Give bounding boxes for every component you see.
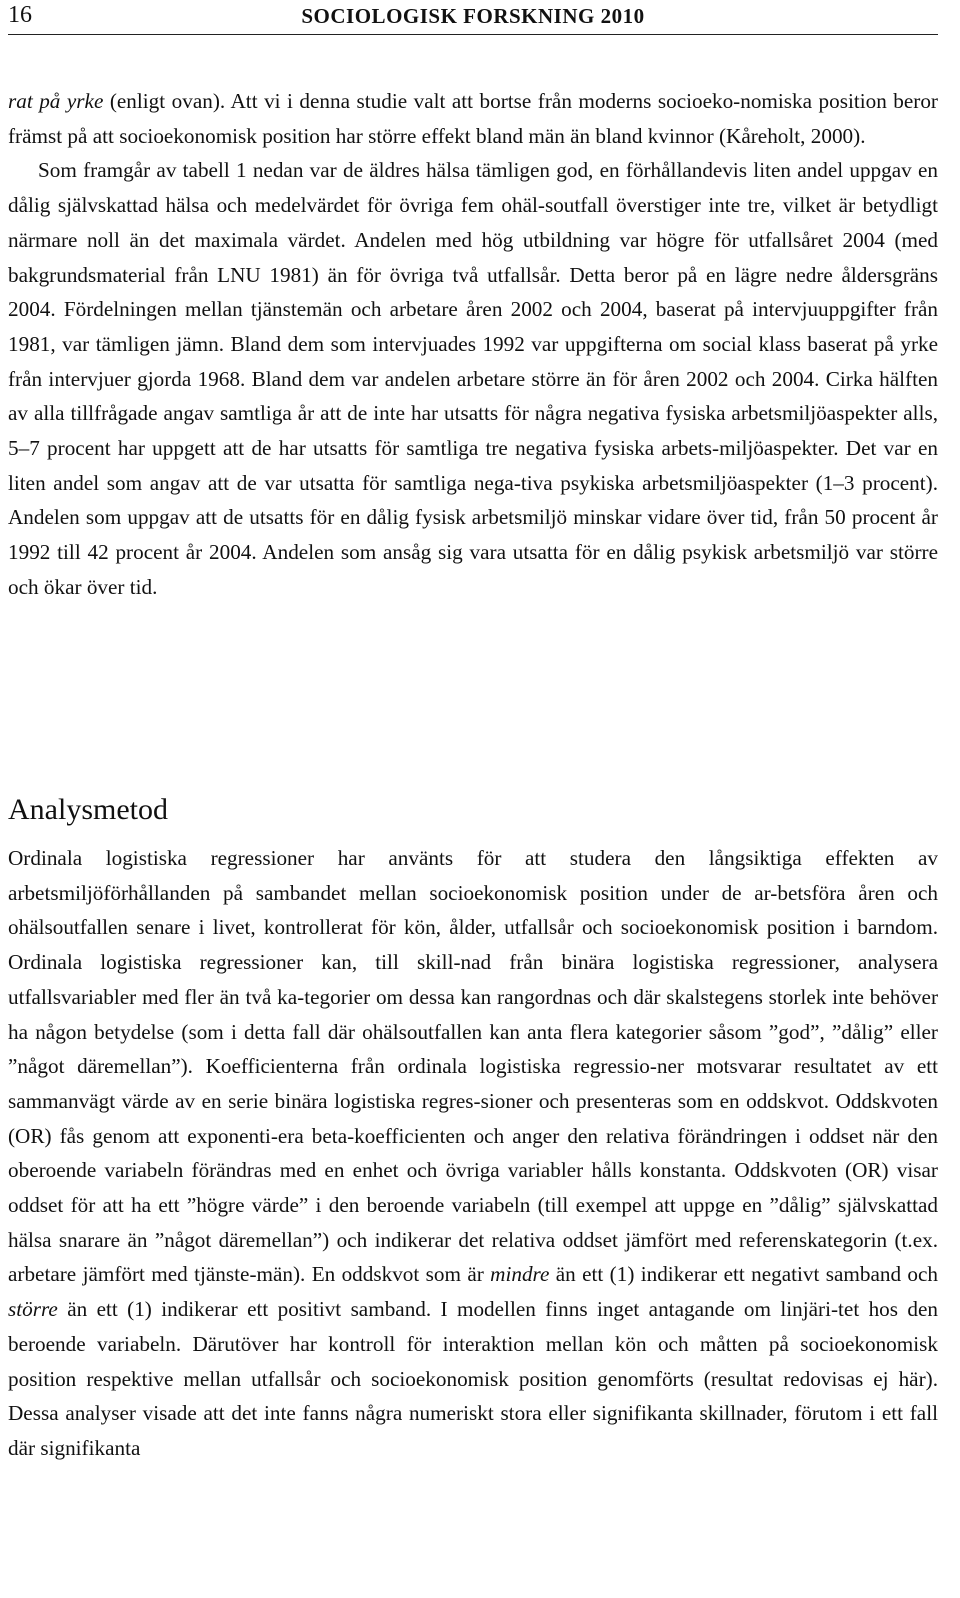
italic-word: mindre [490,1262,550,1287]
paragraph-text: än ett (1) indikerar ett negativt samband och [549,1262,938,1287]
paragraph-method [8,841,938,1466]
journal-title: SOCIOLOGISK FORSKNING 2010 [301,4,645,28]
page-number: 16 [8,2,32,28]
paragraph-text: (enligt ovan). Att vi i denna studie valt att bortse från moderns socioeko-nomiska position beror främst på att socioekonomisk position har större effekt bland män än bland kvinnor (Kåreholt, 2000). [8,89,938,148]
paragraph-continued [8,84,938,153]
document-page [8,0,938,1460]
body-text-block [8,84,938,605]
italic-phrase: rat på yrke [8,89,104,113]
paragraph-text: Ordinala logistiska regressioner har använts för att studera den långsiktiga effekten av arbetsmiljöförhållanden på sambandet mellan socioekonomisk position under de ar-betsföra åren och ohälsoutfallen senare i livet, kontrollerat för kön, ålder, utfallsår och socioekonomisk position i barndom. Ordinala logistiska regressioner kan, till skill-nad från binära logistiska regressioner, analysera utfallsvariabler med fler än två ka-tegorier om dessa kan rangordnas och där skalstegens storlek inte behöver ha någon betydelse (som i detta fall där ohälsoutfallen kan anta flera kategorier såsom ”god”, ”dålig” eller ”något däremellan”). Koefficienterna från ordinala logistiska regressio-ner motsvarar resultatet av ett sammanvägt värde av en serie binära logistiska regres-sioner och presenteras som en oddskvot. Oddskvoten (OR) fås genom att exponenti-era beta-koefficienten och anger den relativa förändringen i oddset när den oberoende variabeln förändras med en enhet och övriga variabler hålls konstanta. Oddskvoten (OR) visar oddset för att ha ett ”högre värde” i den beroende variabeln (till exempel att uppge en ”dålig” självskattad hälsa snarare än ”något däremellan”) och indikerar det relativa oddset jämfört med referenskategorin (t.ex. arbetare jämfört med tjänste-män). En oddskvot som är [8,846,938,1287]
section-heading: Analysmetod [8,793,168,826]
paragraph-text: än ett (1) indikerar ett positivt samband. I modellen finns inget antagande om linjäri-tet hos den beroende variabeln. Därutöver har kontroll för interaktion mellan kön och måtten på socioekonomisk position respektive mellan utfallsår och socioekonomisk position genomförts (resultat redovisas ej här). Dessa analyser visade att det inte fanns några numeriskt stora eller signifikanta skillnader, förutom i ett fall där signifikanta [8,1297,938,1460]
paragraph-results: Som framgår av tabell 1 nedan var de äldres hälsa tämligen god, en förhållandevis liten andel uppgav en dålig självskattad hälsa och medelvärdet för övriga fem ohäl-soutfall överstiger inte tre, vilket är betydligt närmare noll än det maximala värdet. Andelen med hög utbildning var högre för utfallsåret 2004 (med bakgrundsmaterial från LNU 1981) än för övriga två utfallsår. Detta beror på en lägre nedre åldersgräns 2004. Fördelningen mellan tjänstemän och arbetare åren 2002 och 2004, baserat på intervjuuppgifter från 1981, var tämligen jämn. Bland dem som intervjuades 1992 var uppgifterna om social klass baserat på yrke från intervjuer gjorda 1968. Bland dem var andelen arbetare större än för åren 2002 och 2004. Cirka hälften av alla tillfrågade angav samtliga år att de inte har utsatts för några negativa fysiska arbetsmiljöaspekter alls, 5–7 procent har uppgett att de har utsatts för samtliga tre negativa fysiska arbets-miljöaspekter. Det var en liten andel som angav att de var utsatta för samtliga nega-tiva psykiska arbetsmiljöaspekter (1–3 procent). Andelen som uppgav att de utsatts för en dålig fysisk arbetsmiljö minskar vidare över tid, från 50 procent år 1992 till 42 procent år 2004. Andelen som ansåg sig vara utsatta för en dålig psykisk arbetsmiljö var större och ökar över tid. [8,158,938,599]
italic-word: större [8,1297,58,1322]
running-header [8,0,938,35]
